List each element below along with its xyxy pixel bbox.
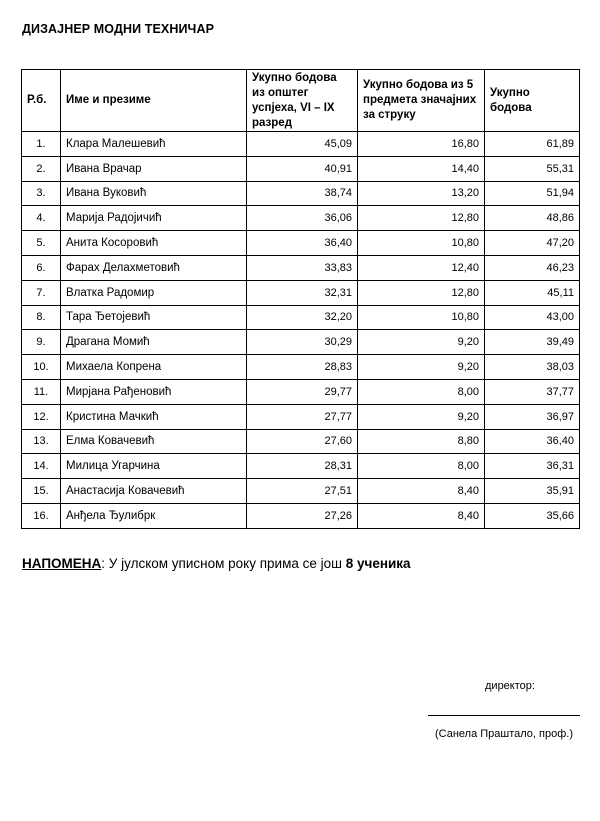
- total-points-cell: 45,11: [485, 280, 580, 305]
- name-cell: Анита Косоровић: [61, 231, 247, 256]
- subject-points-cell: 9,20: [358, 355, 485, 380]
- rank-cell: 15.: [22, 479, 61, 504]
- table-row: [22, 206, 580, 231]
- table-row: [22, 404, 580, 429]
- rank-cell: 2.: [22, 156, 61, 181]
- total-points-cell: 36,97: [485, 404, 580, 429]
- rank-cell: 1.: [22, 132, 61, 157]
- note-text: У јулском уписном року прима се још: [105, 556, 346, 571]
- total-points-cell: 51,94: [485, 181, 580, 206]
- name-cell: Милица Угарчина: [61, 454, 247, 479]
- name-cell: Анастасија Ковачевић: [61, 479, 247, 504]
- document-title: ДИЗАЈНЕР МОДНИ ТЕХНИЧАР: [22, 22, 215, 36]
- name-cell: Анђела Ђулибрк: [61, 503, 247, 528]
- header-subject-points: Укупно бодова из 5 предмета значајних за струку: [358, 70, 485, 132]
- table-row: [22, 231, 580, 256]
- table-row: [22, 255, 580, 280]
- subject-points-cell: 8,00: [358, 454, 485, 479]
- general-points-cell: 32,20: [247, 305, 358, 330]
- name-cell: Михаела Копрена: [61, 355, 247, 380]
- rank-cell: 7.: [22, 280, 61, 305]
- subject-points-cell: 12,80: [358, 280, 485, 305]
- name-cell: Ивана Вуковић: [61, 181, 247, 206]
- subject-points-cell: 10,80: [358, 305, 485, 330]
- total-points-cell: 38,03: [485, 355, 580, 380]
- rank-cell: 6.: [22, 255, 61, 280]
- table-row: [22, 280, 580, 305]
- general-points-cell: 29,77: [247, 379, 358, 404]
- name-cell: Драгана Момић: [61, 330, 247, 355]
- total-points-cell: 47,20: [485, 231, 580, 256]
- general-points-cell: 36,06: [247, 206, 358, 231]
- header-total-points: Укупно бодова: [485, 70, 580, 132]
- general-points-cell: 32,31: [247, 280, 358, 305]
- rank-cell: 14.: [22, 454, 61, 479]
- general-points-cell: 36,40: [247, 231, 358, 256]
- table-row: [22, 355, 580, 380]
- general-points-cell: 27,51: [247, 479, 358, 504]
- name-cell: Кристина Мачкић: [61, 404, 247, 429]
- general-points-cell: 27,26: [247, 503, 358, 528]
- header-name: Име и презиме: [61, 70, 247, 132]
- subject-points-cell: 8,40: [358, 503, 485, 528]
- general-points-cell: 38,74: [247, 181, 358, 206]
- subject-points-cell: 10,80: [358, 231, 485, 256]
- total-points-cell: 61,89: [485, 132, 580, 157]
- table-row: [22, 454, 580, 479]
- rank-cell: 9.: [22, 330, 61, 355]
- general-points-cell: 30,29: [247, 330, 358, 355]
- rank-cell: 3.: [22, 181, 61, 206]
- subject-points-cell: 13,20: [358, 181, 485, 206]
- subject-points-cell: 12,80: [358, 206, 485, 231]
- table-row: [22, 379, 580, 404]
- total-points-cell: 35,91: [485, 479, 580, 504]
- general-points-cell: 28,31: [247, 454, 358, 479]
- table-row: [22, 305, 580, 330]
- name-cell: Мирјана Рађеновић: [61, 379, 247, 404]
- general-points-cell: 40,91: [247, 156, 358, 181]
- director-name: (Санела Праштало, проф.): [435, 728, 573, 740]
- name-cell: Тара Ђетојевић: [61, 305, 247, 330]
- subject-points-cell: 16,80: [358, 132, 485, 157]
- table-row: [22, 429, 580, 454]
- subject-points-cell: 12,40: [358, 255, 485, 280]
- name-cell: Фарах Делахметовић: [61, 255, 247, 280]
- general-points-cell: 45,09: [247, 132, 358, 157]
- table-header-row: [22, 70, 580, 132]
- total-points-cell: 37,77: [485, 379, 580, 404]
- subject-points-cell: 8,40: [358, 479, 485, 504]
- header-general-points: Укупно бодова из општег успјеха, VI – IX разред: [247, 70, 358, 132]
- general-points-cell: 33,83: [247, 255, 358, 280]
- total-points-cell: 39,49: [485, 330, 580, 355]
- director-label: директор:: [485, 680, 535, 692]
- subject-points-cell: 14,40: [358, 156, 485, 181]
- total-points-cell: 36,40: [485, 429, 580, 454]
- total-points-cell: 43,00: [485, 305, 580, 330]
- rank-cell: 10.: [22, 355, 61, 380]
- subject-points-cell: 9,20: [358, 330, 485, 355]
- table-row: [22, 503, 580, 528]
- rank-cell: 5.: [22, 231, 61, 256]
- total-points-cell: 48,86: [485, 206, 580, 231]
- subject-points-cell: 8,80: [358, 429, 485, 454]
- rank-cell: 8.: [22, 305, 61, 330]
- rank-cell: 16.: [22, 503, 61, 528]
- total-points-cell: 36,31: [485, 454, 580, 479]
- subject-points-cell: 8,00: [358, 379, 485, 404]
- note-separator: :: [101, 556, 106, 571]
- total-points-cell: 35,66: [485, 503, 580, 528]
- general-points-cell: 27,60: [247, 429, 358, 454]
- table-row: [22, 132, 580, 157]
- note-label: НАПОМЕНА: [22, 556, 102, 571]
- header-rank: Р.б.: [22, 70, 61, 132]
- name-cell: Клара Малешевић: [61, 132, 247, 157]
- rank-cell: 11.: [22, 379, 61, 404]
- name-cell: Влатка Радомир: [61, 280, 247, 305]
- name-cell: Марија Радојичић: [61, 206, 247, 231]
- name-cell: Ивана Врачар: [61, 156, 247, 181]
- total-points-cell: 46,23: [485, 255, 580, 280]
- rank-cell: 4.: [22, 206, 61, 231]
- total-points-cell: 55,31: [485, 156, 580, 181]
- general-points-cell: 27,77: [247, 404, 358, 429]
- table-row: [22, 479, 580, 504]
- note-highlight: 8 ученика: [345, 556, 411, 571]
- table-row: [22, 330, 580, 355]
- general-points-cell: 28,83: [247, 355, 358, 380]
- ranking-table: [21, 69, 580, 529]
- subject-points-cell: 9,20: [358, 404, 485, 429]
- rank-cell: 13.: [22, 429, 61, 454]
- signature-line: [428, 715, 580, 716]
- note-paragraph: [22, 556, 411, 571]
- name-cell: Елма Ковачевић: [61, 429, 247, 454]
- rank-cell: 12.: [22, 404, 61, 429]
- table-row: [22, 181, 580, 206]
- table-row: [22, 156, 580, 181]
